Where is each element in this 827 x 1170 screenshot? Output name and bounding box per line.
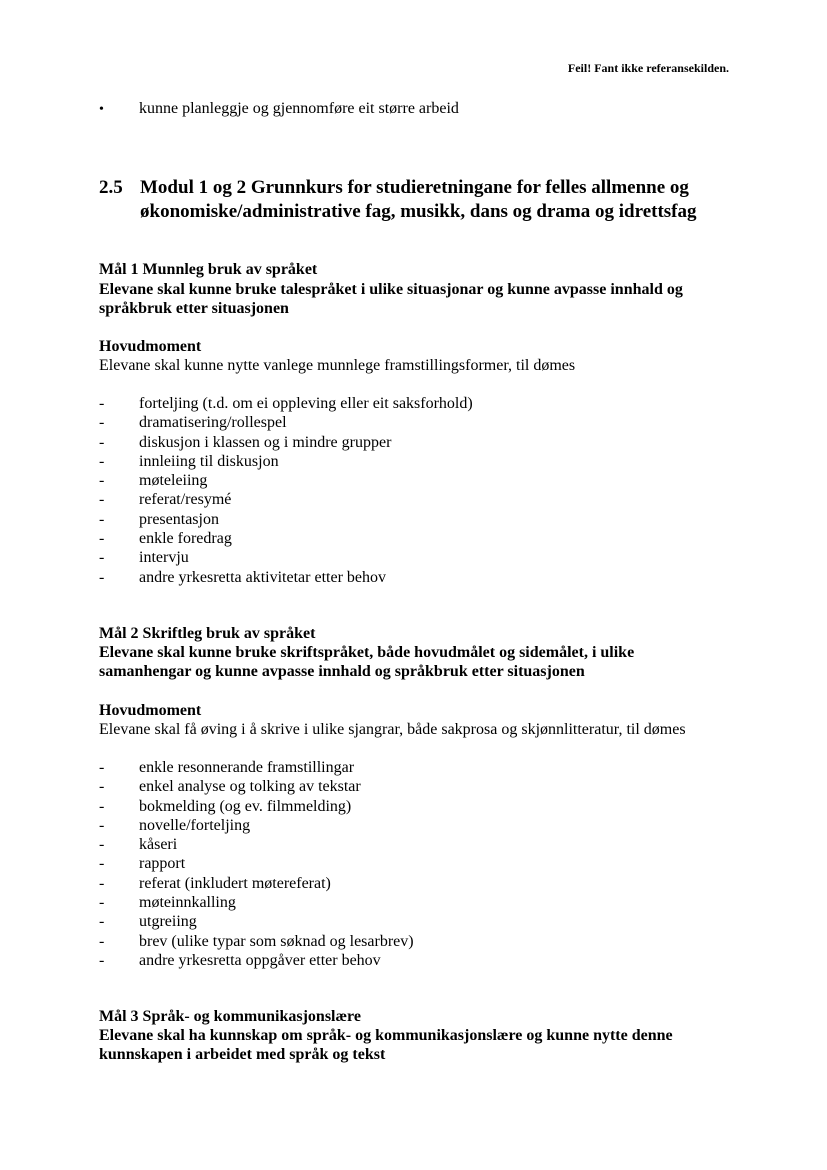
goal2-title: Mål 2 Skriftleg bruk av språket xyxy=(99,625,316,642)
list-marker: - xyxy=(99,491,105,509)
list-item-label: utgreiing xyxy=(139,913,197,931)
list-item xyxy=(99,529,729,548)
list-marker: - xyxy=(99,395,105,412)
list-item-label: enkle resonnerande framstillingar xyxy=(139,759,355,776)
list-item-label: forteljing (t.d. om ei oppleving eller eit saksforhold) xyxy=(139,395,473,412)
list-item xyxy=(99,854,729,873)
list-marker: - xyxy=(99,472,105,490)
list-marker: - xyxy=(99,913,105,931)
section-title: Modul 1 og 2 Grunnkurs for studieretningane for felles allmenne og økonomiske/administrative fag, musikk, dans og drama og idrettsfag xyxy=(140,177,697,222)
list-item-label: dramatisering/rollespel xyxy=(139,414,287,432)
list-item-label: diskusjon i klassen og i mindre grupper xyxy=(139,433,392,451)
list-item-label: presentasjon xyxy=(139,510,219,528)
list-marker: - xyxy=(99,951,105,969)
goal1-main-intro: Elevane skal kunne nytte vanlege munnlege framstillingsformer, til dømes xyxy=(99,357,576,374)
goal2-main-heading: Hovudmoment xyxy=(99,702,202,719)
section-number: 2.5 xyxy=(99,177,123,198)
list-marker: - xyxy=(99,759,105,776)
list-item-label: innleiing til diskusjon xyxy=(139,452,279,470)
list-item-label: møteleiing xyxy=(139,472,208,490)
list-marker: - xyxy=(99,816,105,834)
list-marker: - xyxy=(99,855,105,873)
list-item xyxy=(99,568,729,587)
list-marker: - xyxy=(99,797,105,815)
goal3-description: Elevane skal ha kunnskap om språk- og kommunikasjonslære og kunne nytte denne kunnskapen i arbeidet med språk og tekst xyxy=(99,1027,673,1063)
list-item-label: enkle foredrag xyxy=(139,530,232,548)
list-item xyxy=(99,893,729,912)
goal1-list xyxy=(99,394,729,587)
list-item-label: andre yrkesretta oppgåver etter behov xyxy=(139,951,381,969)
list-item-label: bokmelding (og ev. filmmelding) xyxy=(139,797,352,815)
list-item-label: enkel analyse og tolking av tekstar xyxy=(139,778,361,796)
list-item xyxy=(99,758,729,777)
list-item-label: referat/resymé xyxy=(139,491,232,509)
goal2-description: Elevane skal kunne bruke skriftspråket, både hovudmålet og sidemålet, i ulike samanhengar og kunne avpasse innhald og språkbruk etter situasjonen xyxy=(99,644,635,680)
list-item xyxy=(99,433,729,452)
list-item xyxy=(99,548,729,567)
bullet-text: kunne planleggje og gjennomføre eit større arbeid xyxy=(139,100,459,117)
list-item xyxy=(99,452,729,471)
list-item-label: møteinnkalling xyxy=(139,894,236,912)
list-marker: - xyxy=(99,510,105,528)
page-header: Feil! Fant ikke referansekilden. xyxy=(567,61,729,75)
list-marker: - xyxy=(99,894,105,912)
list-marker: - xyxy=(99,414,105,432)
list-item-label: novelle/forteljing xyxy=(139,816,251,834)
list-item-label: referat (inkludert møtereferat) xyxy=(139,874,331,892)
list-item xyxy=(99,874,729,893)
list-marker: - xyxy=(99,874,105,892)
goal1-description: Elevane skal kunne bruke talespråket i ulike situasjonar og kunne avpasse innhald og språkbruk etter situasjonen xyxy=(99,281,683,317)
list-marker: - xyxy=(99,549,105,567)
goal1-main-heading: Hovudmoment xyxy=(99,338,202,355)
list-item xyxy=(99,777,729,796)
list-item xyxy=(99,816,729,835)
list-item xyxy=(99,835,729,854)
goal2-main-intro: Elevane skal få øving i å skrive i ulike sjangrar, både sakprosa og skjønnlitteratur, til dømes xyxy=(99,721,686,738)
list-marker: - xyxy=(99,530,105,548)
list-item-label: kåseri xyxy=(139,836,178,854)
list-item xyxy=(99,490,729,509)
list-item xyxy=(99,912,729,931)
list-item-label: intervju xyxy=(139,549,189,567)
goal1-title: Mål 1 Munnleg bruk av språket xyxy=(99,261,318,278)
list-item xyxy=(99,951,729,970)
list-marker: - xyxy=(99,433,105,451)
list-item-label: andre yrkesretta aktivitetar etter behov xyxy=(139,568,386,586)
list-marker: - xyxy=(99,452,105,470)
list-marker: - xyxy=(99,932,105,950)
list-item xyxy=(99,413,729,432)
list-marker: - xyxy=(99,836,105,854)
list-item xyxy=(99,932,729,951)
list-item xyxy=(99,471,729,490)
goal2-list xyxy=(99,758,729,970)
list-marker: - xyxy=(99,778,105,796)
bullet-marker: • xyxy=(99,102,104,117)
list-item xyxy=(99,797,729,816)
list-item-label: rapport xyxy=(139,855,186,873)
list-item xyxy=(99,510,729,529)
goal3-title: Mål 3 Språk- og kommunikasjonslære xyxy=(99,1008,361,1025)
list-item-label: brev (ulike typar som søknad og lesarbrev) xyxy=(139,932,414,950)
list-item xyxy=(99,394,729,413)
list-marker: - xyxy=(99,568,105,586)
